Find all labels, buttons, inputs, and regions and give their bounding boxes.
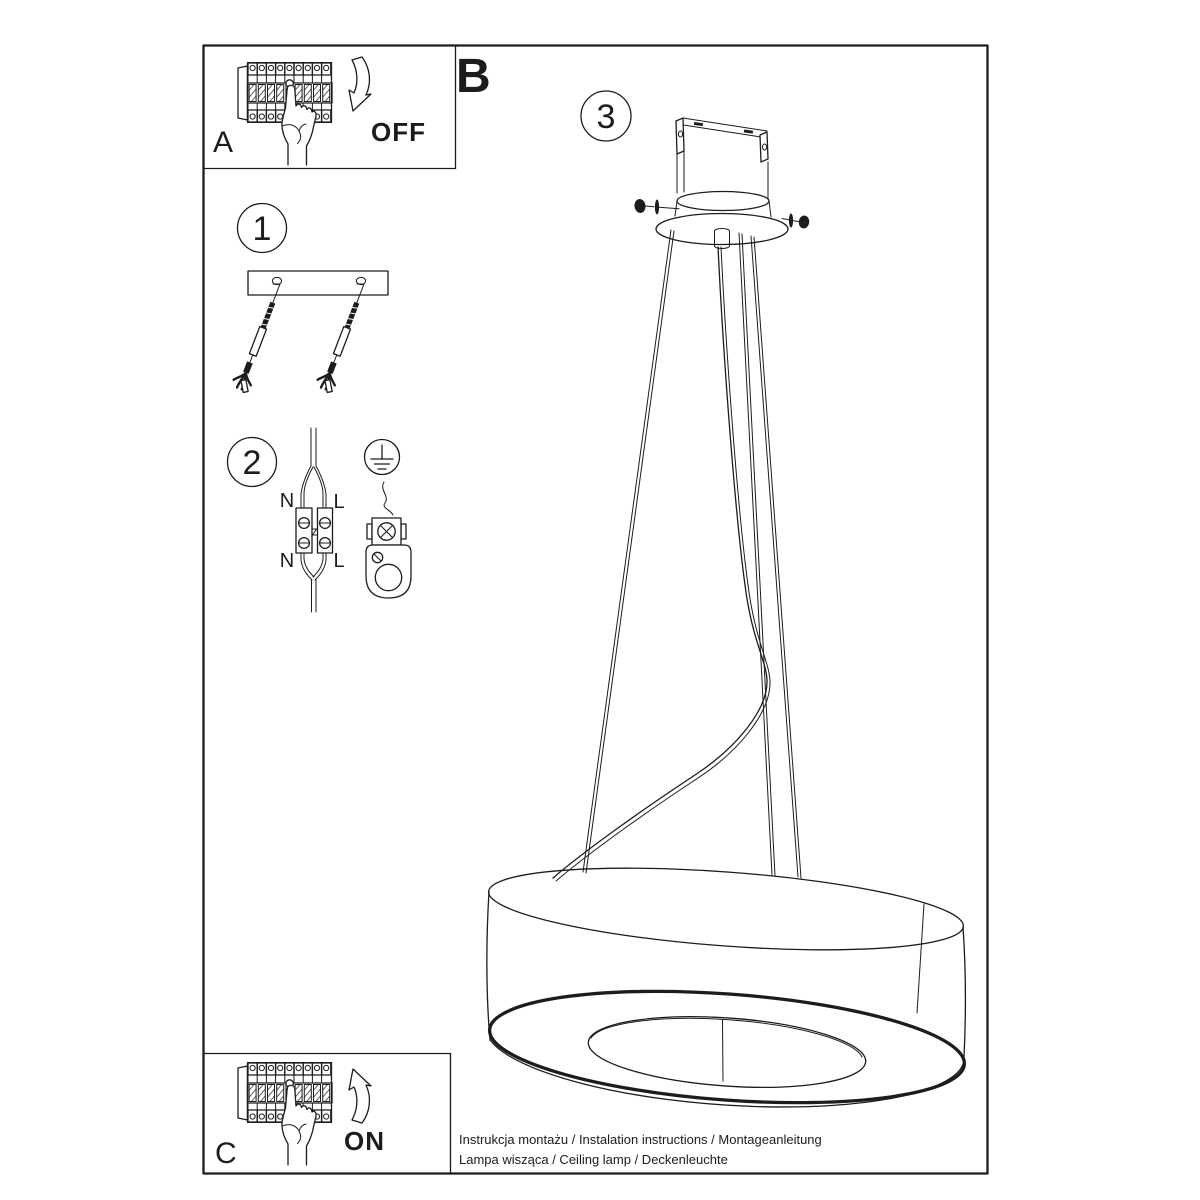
arrow-up-icon [349,1069,371,1123]
live-label-bottom: L [333,550,345,572]
live-label-top: L [333,491,345,513]
terminal-block-icon [296,428,333,612]
panel-a-label: A [213,126,234,159]
ground-clamp-icon [366,482,411,598]
step-1-badge [238,204,287,253]
ceiling-bracket-icon [676,118,768,199]
step-1-number: 1 [252,210,272,248]
step-2-number: 2 [242,444,262,482]
arrow-down-icon [349,57,371,111]
wall-anchor-icon [315,281,373,394]
off-label: OFF [371,117,426,147]
canopy-screw-icon [634,198,679,214]
pendant-lamp-drum [486,855,968,1118]
circuit-breaker-off-icon [238,57,371,165]
step-3-number: 3 [596,98,616,136]
section-b-label: B [456,50,491,103]
wall-anchor-icon [231,281,289,394]
mounting-bracket-icon [248,271,388,295]
earth-symbol-icon [365,440,400,475]
suspension-wires [583,230,801,878]
step-2-badge [228,438,277,487]
canopy-screw-icon [782,214,810,230]
footer-line-1: Instrukcja montażu / Instalation instructions / Montageanleitung [459,1132,822,1147]
on-label: ON [344,1126,385,1156]
panel-c-label: C [215,1137,237,1170]
step-3-badge [581,91,631,141]
neutral-label-top: N [279,490,295,512]
footer-line-2: Lampa wisząca / Ceiling lamp / Deckenleuchte [459,1152,728,1167]
power-cable [553,247,770,881]
neutral-label-bottom: N [279,550,295,572]
page-border [204,46,988,1174]
canopy-icon [656,192,788,249]
